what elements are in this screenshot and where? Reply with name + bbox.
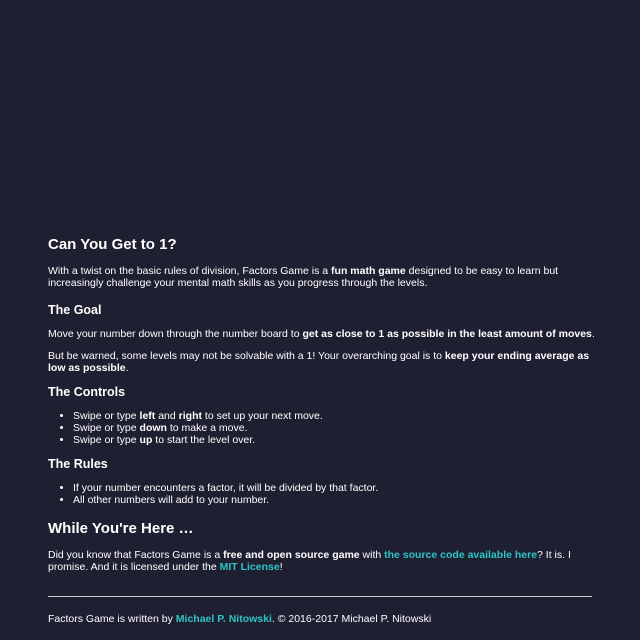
here-text: Did you know that Factors Game is a (48, 549, 224, 562)
footer-copyright: . © 2016-2017 Michael P. Nitowski (271, 613, 432, 625)
control-text: Swipe or type (73, 422, 140, 435)
intro-text: With a twist on the basic rules of division, Factors Game is a (48, 265, 332, 278)
list-item (73, 410, 596, 422)
here-paragraph (48, 549, 596, 573)
goal-warning-text: But be warned, some levels may not be solvable with a 1! Your overarching goal is to (48, 349, 445, 362)
list-item (73, 434, 596, 446)
author-link[interactable]: Michael P. Nitowski (175, 613, 272, 625)
here-text: ? It is. I promise. And it is licensed under the (48, 549, 571, 574)
controls-list (48, 410, 596, 446)
control-key: down (139, 422, 167, 435)
goal-warning-end: . (125, 361, 129, 374)
intro-title: Can You Get to 1? (48, 236, 177, 253)
here-text: with (359, 549, 385, 562)
goal-warning-emphasis: keep your ending average as low as possible (48, 349, 590, 374)
main-content (48, 236, 596, 573)
control-text: Swipe or type (73, 410, 140, 423)
control-text: to set up your next move. (201, 410, 323, 423)
list-item: • If your number encounters a factor, it will be divided by that factor. (73, 482, 596, 494)
control-key: left (139, 410, 156, 423)
goal-text: Move your number down through the number board to (48, 327, 303, 340)
intro-emphasis: fun math game (331, 265, 406, 278)
list-item (73, 422, 596, 434)
control-text: Swipe or type (73, 434, 140, 447)
control-key: right (178, 410, 202, 423)
control-text: to start the level over. (152, 434, 256, 447)
here-text-end: ! (279, 561, 283, 574)
goal-paragraph-1 (48, 328, 596, 340)
footer-text: Factors Game is written by (48, 613, 176, 625)
intro-text-rest: designed to be easy to learn but increasingly challenge your mental math skills as you progress through the levels. (48, 265, 559, 290)
list-item: • All other numbers will add to your number. (73, 494, 596, 506)
mit-license-link[interactable]: MIT License (219, 561, 280, 574)
rules-heading: The Rules (48, 456, 108, 471)
control-text: to make a move. (166, 422, 248, 435)
intro-paragraph (48, 265, 596, 289)
source-code-link[interactable]: the source code available here (384, 549, 538, 562)
goal-text-end: . (591, 327, 595, 340)
goal-heading: The Goal (48, 303, 102, 318)
here-title: While You're Here … (48, 520, 194, 537)
footer-divider (48, 596, 592, 597)
footer (48, 613, 431, 625)
here-emphasis: free and open source game (223, 549, 360, 562)
control-key: up (139, 434, 153, 447)
controls-heading: The Controls (48, 384, 126, 399)
rules-list (48, 482, 596, 506)
control-text: and (155, 410, 179, 423)
goal-emphasis: get as close to 1 as possible in the least amount of moves (302, 327, 592, 340)
goal-paragraph-2 (48, 350, 596, 374)
